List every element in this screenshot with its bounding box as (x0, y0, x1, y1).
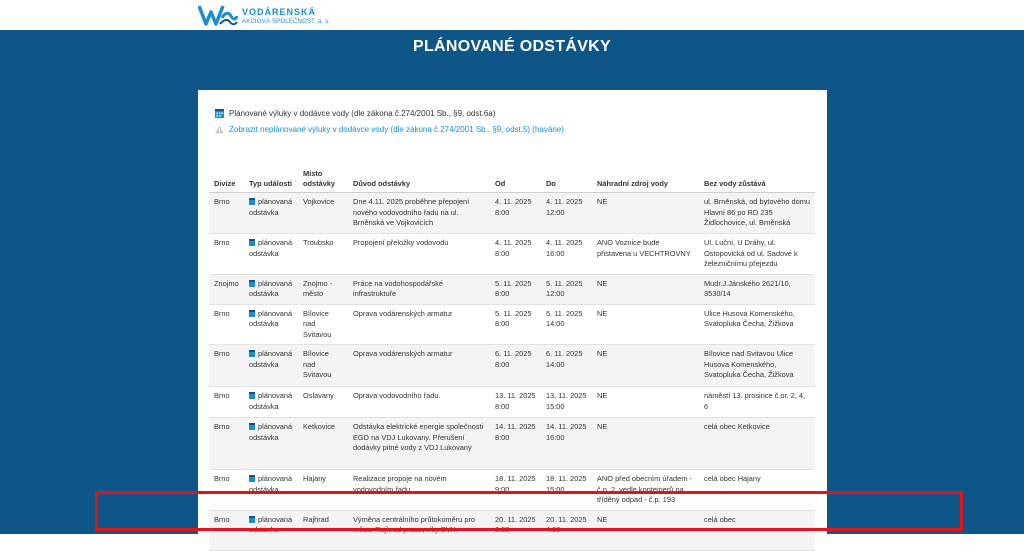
cell-misto: Bílovice nad Svitavou (298, 345, 348, 387)
cell-divize: Brno (209, 345, 244, 387)
cell-misto: Bílovice nad Svitavou (298, 304, 348, 345)
cell-misto: Troubsko (298, 234, 348, 275)
cell-od: 5. 11. 2025 8:00 (490, 304, 541, 345)
calendar-icon (249, 392, 255, 399)
cell-do: 5. 11. 2025 14:00 (541, 304, 592, 345)
cell-divize: Brno (209, 470, 244, 511)
calendar-icon (249, 310, 255, 317)
cell-zdroj: NE (592, 418, 699, 470)
cell-typ-text: plánovaná odstávka (249, 308, 293, 328)
cell-zdroj: NE (592, 387, 699, 418)
company-logo[interactable] (198, 3, 330, 29)
warning-icon (215, 125, 224, 134)
cell-divize: Brno (209, 418, 244, 470)
cell-zdroj: NE (592, 510, 699, 550)
calendar-icon (249, 423, 255, 430)
header-zdroj: Náhradní zdroj vody (592, 158, 699, 193)
planned-outages-link[interactable] (215, 109, 495, 118)
cell-duvod: Odstávka elektrické energie společnosti EGD na VDJ Lukovany. Přerušení dodávky pitné vody z VDJ Lukovany (348, 418, 490, 470)
header-bez: Bez vody zůstává (699, 158, 815, 193)
cell-divize: Brno (209, 304, 244, 345)
unplanned-outages-label: Zobrazit neplánované výluky v dodávce vody (dle zákona č.274/2001 Sb., §9, odst.5) (havárie) (229, 125, 564, 134)
cell-od: 5. 11. 2025 8:00 (490, 274, 541, 304)
cell-typ (244, 234, 298, 275)
cell-zdroj: NE (592, 304, 699, 345)
cell-duvod: Oprava vodovodního řadu. (348, 387, 490, 418)
cell-bez: celá obec (699, 510, 815, 550)
cell-divize: Brno (209, 510, 244, 550)
cell-misto: Hajany (298, 470, 348, 511)
header-od: Od (490, 158, 541, 193)
cell-divize: Brno (209, 234, 244, 275)
cell-duvod: Dne 4.11. 2025 proběhne přepojení nového vodovodního řadu na ul. Brněnská ve Vojkovicích (348, 193, 490, 234)
content-panel (198, 90, 827, 534)
cell-do: 18. 11. 2025 15:00 (541, 470, 592, 511)
header-misto: Místo odstávky (298, 158, 348, 193)
cell-od: 4. 11. 2025 8:00 (490, 234, 541, 275)
cell-zdroj: ANO před obecním úřadem - č.p. 2, vedle kontejnerů na tříděný odpad - č.p. 193 (592, 470, 699, 511)
calendar-icon (215, 109, 224, 118)
cell-typ (244, 345, 298, 387)
cell-duvod: Propojení přeložky vodovodu (348, 234, 490, 275)
cell-od: 20. 11. 2025 2:00 (490, 510, 541, 550)
cell-typ-text: plánovaná odstávka (249, 349, 293, 369)
cell-divize: Brno (209, 193, 244, 234)
table-row (209, 418, 815, 470)
cell-bez: Bílovice nad Svitavou Ulice Husova Komenského, Svatopluka Čecha, Žižkova (699, 345, 815, 387)
cell-typ (244, 418, 298, 470)
cell-bez: celá obec Hajany (699, 470, 815, 511)
cell-od: 18. 11. 2025 9:00 (490, 470, 541, 511)
cell-do: 20. 11. 2025 4:00 (541, 510, 592, 550)
highlight-box (95, 491, 963, 531)
cell-zdroj: NE (592, 193, 699, 234)
cell-bez: celá obec Ketkovice (699, 418, 815, 470)
calendar-icon (249, 350, 255, 357)
cell-od: 14. 11. 2025 8:00 (490, 418, 541, 470)
cell-do: 5. 11. 2025 12:00 (541, 274, 592, 304)
calendar-icon (249, 475, 255, 482)
cell-typ-text: plánovaná odstávka (249, 422, 293, 442)
cell-od: 4. 11. 2025 8:00 (490, 193, 541, 234)
logo-sub-text: AKCIOVÁ SPOLEČNOST, a. s. (242, 18, 331, 25)
planned-outages-label: Plánované výluky v dodávce vody (dle zákona č.274/2001 Sb., §9, odst.6a) (229, 109, 496, 118)
top-bar (0, 0, 1024, 30)
cell-typ-text: plánovaná odstávka (249, 391, 293, 411)
cell-zdroj: NE (592, 345, 699, 387)
table-row (209, 345, 815, 387)
logo-main-text: VODÁRENSKÁ (242, 6, 317, 17)
cell-do: 4. 11. 2025 16:00 (541, 234, 592, 275)
table-row (209, 387, 815, 418)
header-typ: Typ události (244, 158, 298, 193)
cell-misto: Oslavany (298, 387, 348, 418)
cell-bez: náměstí 13. prosince č.or. 2, 4, 6 (699, 387, 815, 418)
cell-typ (244, 387, 298, 418)
cell-bez: Ulice Husova Komenského, Svatopluka Čecha, Žižkova (699, 304, 815, 345)
unplanned-outages-link[interactable] (215, 125, 564, 134)
cell-duvod: Realizace propoje na novém vodovodním řadu. (348, 470, 490, 511)
calendar-icon (249, 198, 255, 205)
cell-typ (244, 274, 298, 304)
cell-do: 6. 11. 2025 14:00 (541, 345, 592, 387)
cell-typ-text: plánovaná odstávka (249, 514, 293, 534)
table-row (209, 234, 815, 275)
page-title: PLÁNOVANÉ ODSTÁVKY (412, 38, 611, 55)
logo-mark-icon (198, 4, 238, 28)
cell-misto: Znojmo - město (298, 274, 348, 304)
cell-misto: Rajhrad (298, 510, 348, 550)
cell-typ (244, 304, 298, 345)
header-do: Do (541, 158, 592, 193)
cell-typ-text: plánovaná odstávka (249, 238, 293, 258)
cell-bez: Mudr.J.Jánského 2621/10, 3530/14 (699, 274, 815, 304)
cell-typ-text: plánovaná odstávka (249, 278, 293, 298)
table-header-row (209, 158, 815, 193)
table-row (209, 304, 815, 345)
cell-zdroj: ANO Voznice bude přistavena u VECHTROVNY (592, 234, 699, 275)
cell-typ-text: plánovaná odstávka (249, 197, 293, 217)
cell-typ-text: plánovaná odstávka (249, 474, 293, 494)
cell-do: 13. 11. 2025 15:00 (541, 387, 592, 418)
header-duvod: Důvod odstávky (348, 158, 490, 193)
calendar-icon (249, 280, 255, 287)
cell-od: 13. 11. 2025 8:00 (490, 387, 541, 418)
table-row (209, 193, 815, 234)
table-row (209, 274, 815, 304)
calendar-icon (249, 239, 255, 246)
cell-bez: ul. Brněnská, od bytového domu Hlavní 86 po RD 235 Židlochovice, ul. Brněnská (699, 193, 815, 234)
cell-misto: Vojkovice (298, 193, 348, 234)
cell-duvod: Výměna centrálního průtokoměru pro město Rajhrad pracovníky BVK. (348, 510, 490, 550)
cell-zdroj: NE (592, 274, 699, 304)
cell-misto: Ketkovice (298, 418, 348, 470)
cell-od: 6. 11. 2025 8:00 (490, 345, 541, 387)
cell-typ (244, 193, 298, 234)
cell-do: 4. 11. 2025 12:00 (541, 193, 592, 234)
cell-duvod: Práce na vodohospodářské infrastruktuře (348, 274, 490, 304)
cell-bez: Ul. Luční, U Dráhy, ul. Ostopovická od ul. Sadové k železničnímu přejezdu (699, 234, 815, 275)
cell-do: 14. 11. 2025 16:00 (541, 418, 592, 470)
cell-duvod: Oprava vodárenských armatur (348, 345, 490, 387)
cell-duvod: Oprava vodárenských armatur (348, 304, 490, 345)
cell-divize: Brno (209, 387, 244, 418)
header-divize: Divize (209, 158, 244, 193)
cell-divize: Znojmo (209, 274, 244, 304)
